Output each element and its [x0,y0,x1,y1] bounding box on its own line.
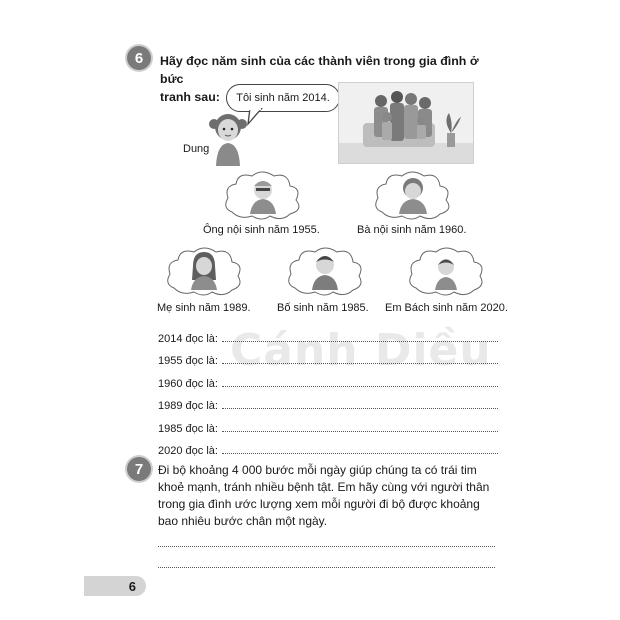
exercise-6-number: 6 [134,49,144,67]
exercise-6-title-line-1: Hãy đọc năm sinh của các thành viên trong gia đình ở bức [160,54,479,86]
exercise-7-answer-line[interactable] [158,567,495,568]
brother-thought-cloud-icon [406,244,486,298]
family-picture-icon [339,83,473,163]
dung-girl-icon [207,110,249,166]
watermark-text: Cánh Diều [230,325,492,376]
answer-line[interactable] [222,386,498,387]
exercise-7-line: bao nhiêu bước chân một ngày. [158,514,328,528]
grandma-thought-cloud-icon [372,168,454,222]
exercise-7-line: Đi bộ khoảng 4 000 bước mỗi ngày giúp chúng ta có trái tim [158,463,477,477]
grandpa-caption: Ông nội sinh năm 1955. [203,224,320,236]
family-picture [338,82,474,164]
exercise-7-number-badge [127,457,151,481]
speech-bubble [226,84,340,112]
answer-row [158,322,498,345]
exercise-6-title-line-2: tranh sau: [160,90,220,104]
answer-line[interactable] [222,363,498,364]
speech-bubble-text: Tôi sinh năm 2014. [236,92,330,104]
answer-row [158,345,498,368]
answer-row-label: 2020 đọc là: [158,445,218,457]
speech-bubble-tail-icon [246,108,268,126]
mother-thought-cloud-icon [164,244,244,298]
answer-line[interactable] [222,341,498,342]
answer-row-label: 1985 đọc là: [158,422,218,435]
answer-line[interactable] [222,431,498,432]
exercise-7-line: trong gia đình ước lượng xem mỗi người đi bộ được khoảng [158,497,480,511]
answer-rows [158,322,498,457]
answer-row [158,435,498,458]
exercise-7-number: 7 [134,460,144,478]
exercise-6-number-badge [127,46,151,70]
father-thought-cloud-icon [285,244,365,298]
answer-row [158,412,498,435]
answer-row-label: 2014 đọc là: [158,332,218,345]
grandpa-thought-cloud-icon [222,168,304,222]
dung-label: Dung [183,143,210,155]
father-caption: Bố sinh năm 1985. [277,302,369,314]
exercise-7-answer-line[interactable] [158,546,495,547]
answer-line[interactable] [222,408,498,409]
grandma-caption: Bà nội sinh năm 1960. [357,224,467,236]
answer-row-label: 1955 đọc là: [158,355,218,367]
answer-line[interactable] [222,453,498,454]
answer-row [158,367,498,390]
answer-row-label: 1960 đọc là: [158,377,218,390]
answer-row-label: 1989 đọc là: [158,400,218,412]
exercise-7-text [158,462,503,530]
brother-caption: Em Bách sinh năm 2020. [385,302,508,314]
page-number: 6 [128,578,136,594]
exercise-7-line: khoẻ mạnh, tránh nhiều bệnh tật. Em hãy cùng với người thân [158,480,490,494]
answer-row [158,390,498,413]
page-number-tab [84,576,146,596]
mother-caption: Mẹ sinh năm 1989. [157,302,251,314]
